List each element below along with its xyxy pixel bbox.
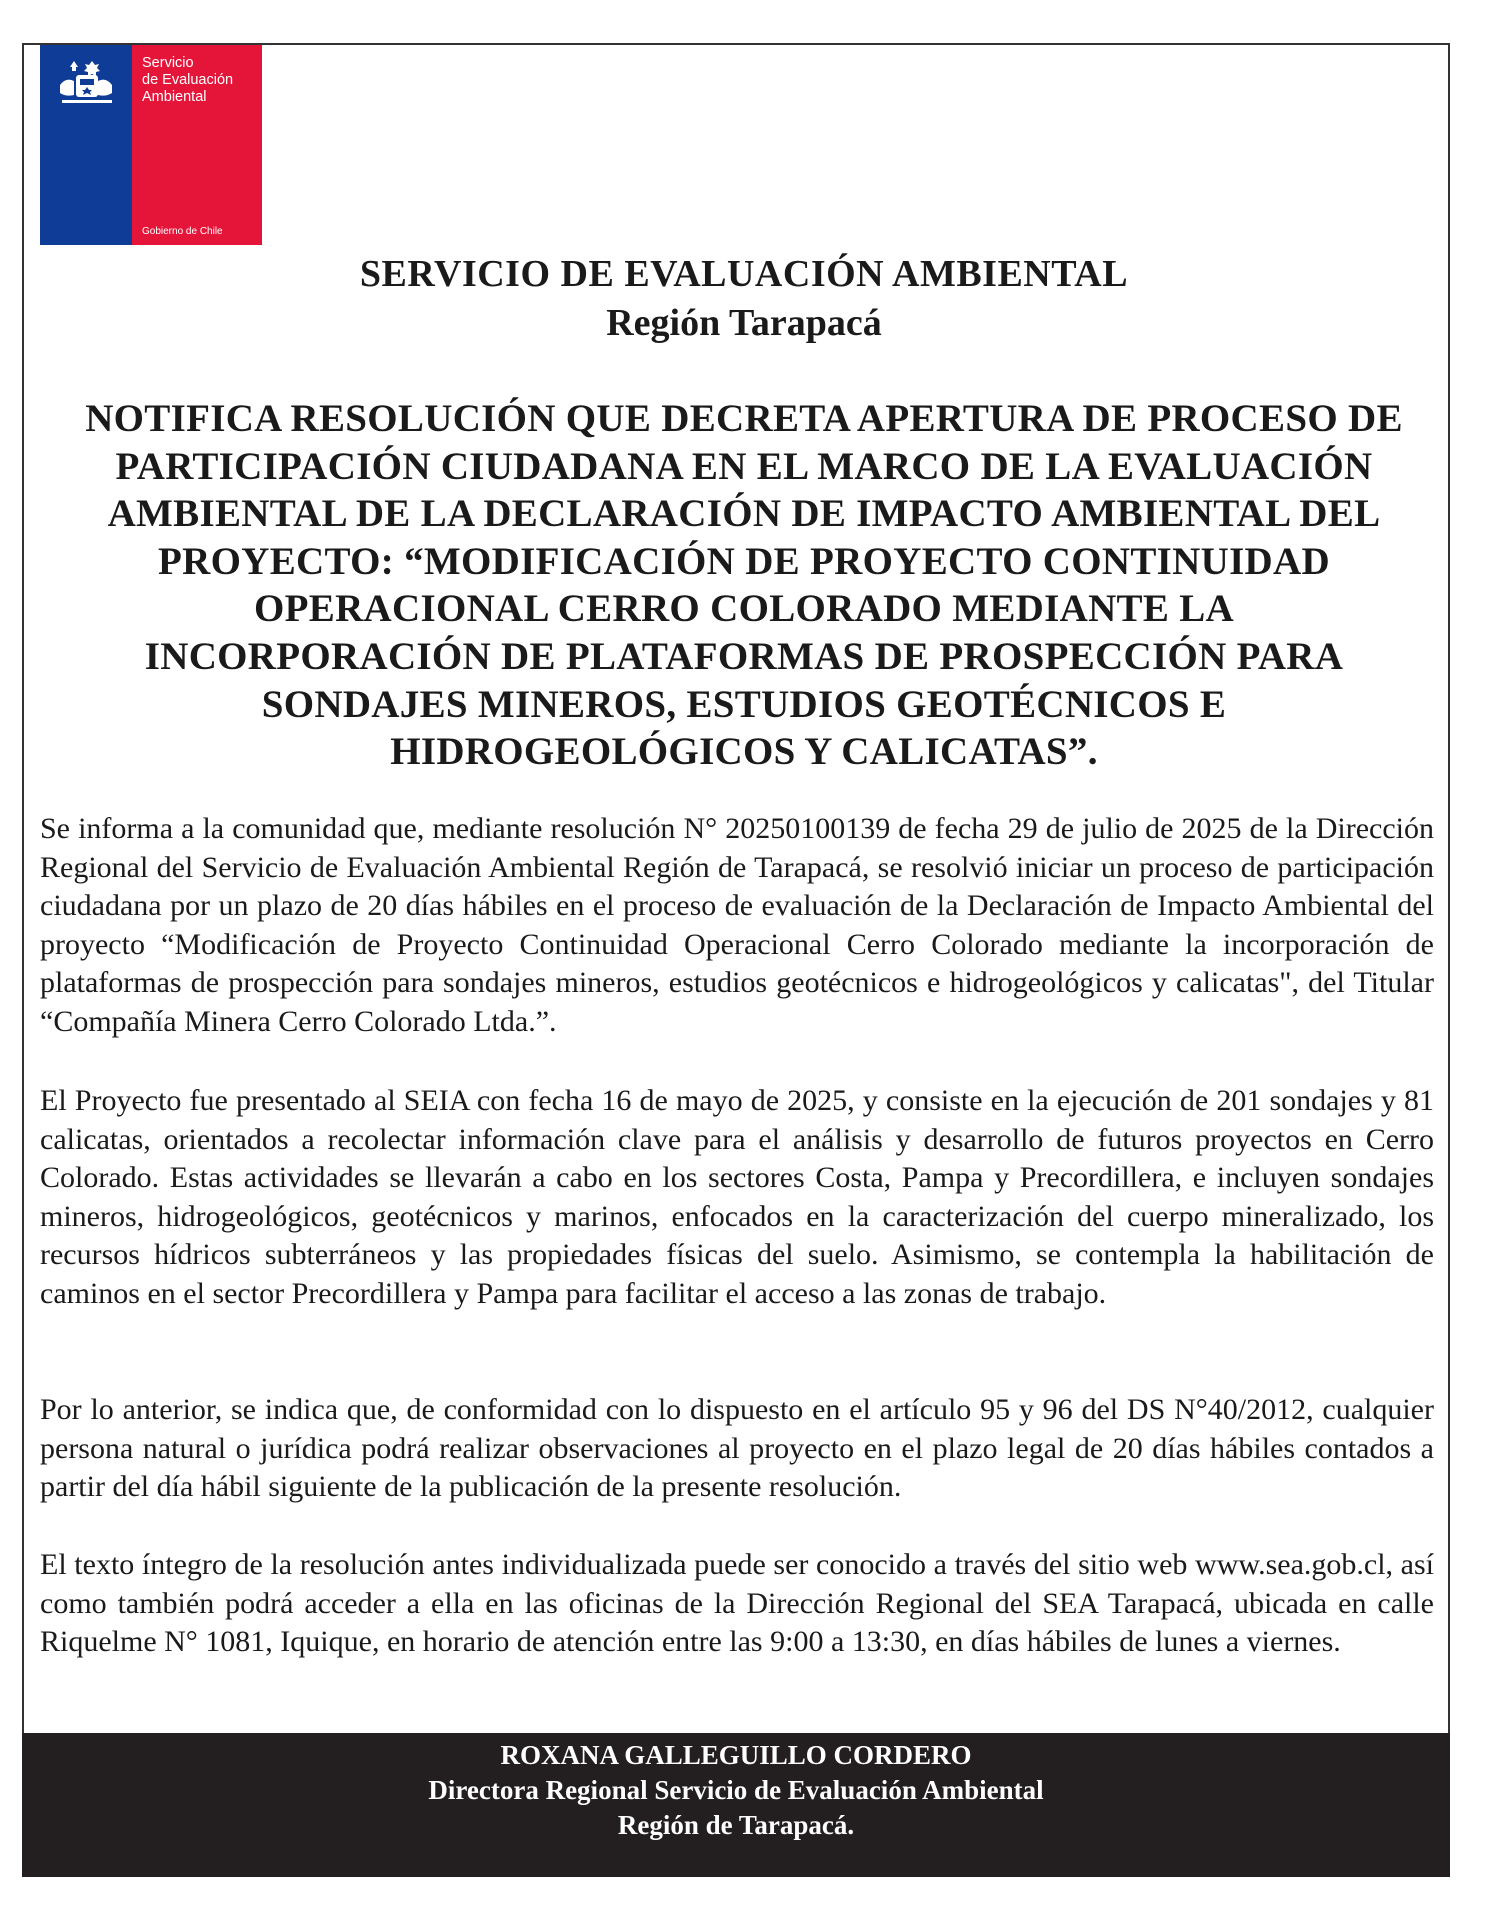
notice-title-line: NOTIFICA RESOLUCIÓN QUE DECRETA APERTURA DE PROCESO DE	[85, 397, 1403, 440]
signatory-title: Directora Regional Servicio de Evaluación Ambiental	[428, 1775, 1044, 1805]
notice-title-line: HIDROGEOLÓGICOS Y CALICATAS”.	[390, 730, 1098, 774]
signature-block	[22, 1733, 1450, 1877]
logo-line-2: de Evaluación	[142, 72, 234, 88]
org-title: SERVICIO DE EVALUACIÓN AMBIENTAL	[359, 253, 1129, 295]
logo-wordmark	[142, 55, 233, 106]
paragraph-observations: Por lo anterior, se indica que, de conformidad con lo dispuesto en el artículo 95 y 96 del DS N°40/2012, cualquier persona natural o jurídica podrá realizar observaciones al proyecto en el plazo legal de 20 días hábiles contados a partir del día hábil siguiente de la publicación de la presente resolución.	[40, 1393, 1434, 1504]
logo-blue-panel	[40, 45, 132, 245]
logo-red-panel	[132, 45, 262, 245]
logo-footer: Gobierno de Chile	[142, 226, 223, 237]
notice-title-line: AMBIENTAL DE LA DECLARACIÓN DE IMPACTO AMBIENTAL DEL	[107, 492, 1381, 536]
notice-title-line: INCORPORACIÓN DE PLATAFORMAS DE PROSPECCIÓN PARA	[144, 634, 1344, 678]
notice-title-line: OPERACIONAL CERRO COLORADO MEDIANTE LA	[254, 587, 1234, 631]
notice-title-line: SONDAJES MINEROS, ESTUDIOS GEOTÉCNICOS E	[261, 682, 1227, 726]
signatory-region: Región de Tarapacá.	[617, 1810, 855, 1840]
notice-title-line: PARTICIPACIÓN CIUDADANA EN EL MARCO DE LA EVALUACIÓN	[115, 444, 1373, 488]
paragraph-resolution: Se informa a la comunidad que, mediante resolución N° 20250100139 de fecha 29 de julio de 2025 de la Dirección Regional del Servicio de Evaluación Ambiental Región de Tarapacá, se resolvió iniciar un proceso de participación ciudadana por un plazo de 20 días hábiles en el proceso de evaluación de la Declaración de Impacto Ambiental del proyecto “Modificación de Proyecto Continuidad Operacional Cerro Colorado mediante la incorporación de plataformas de prospección para sondajes mineros, estudios geotécnicos e hidrogeológicos y calicatas", del Titular “Compañía Minera Cerro Colorado Ltda.”.	[40, 812, 1434, 1038]
notice-title-line: PROYECTO: “MODIFICACIÓN DE PROYECTO CONTINUIDAD	[158, 539, 1330, 583]
logo-line-3: Ambiental	[142, 89, 207, 105]
logo-line-1: Servicio	[142, 55, 194, 71]
signatory-name: ROXANA GALLEGUILLO CORDERO	[500, 1740, 972, 1770]
coat-of-arms-icon	[40, 45, 132, 115]
org-region: Región Tarapacá	[606, 302, 882, 344]
paragraph-full-text: El texto íntegro de la resolución antes individualizada puede ser conocido a través del sitio web www.sea.gob.cl, así como también podrá acceder a ella en las oficinas de la Dirección Regional del SEA Tarapacá, ubicada en calle Riquelme N° 1081, Iquique, en horario de atención entre las 9:00 a 13:30, en días hábiles de lunes a viernes.	[40, 1548, 1434, 1659]
paragraph-project: El Proyecto fue presentado al SEIA con fecha 16 de mayo de 2025, y consiste en la ejecución de 201 sondajes y 81 calicatas, orientados a recolectar información clave para el análisis y desarrollo de futuros proyectos en Cerro Colorado. Estas actividades se llevarán a cabo en los sectores Costa, Pampa y Precordillera, e incluyen sondajes mineros, hidrogeológicos, geotécnicos y marinos, enfocados en la caracterización del cuerpo mineralizado, los recursos hídricos subterráneos y las propiedades físicas del suelo. Asimismo, se contempla la habilitación de caminos en el sector Precordillera y Pampa para facilitar el acceso a las zonas de trabajo.	[40, 1084, 1434, 1310]
sea-logo	[40, 45, 262, 245]
notice-title	[40, 395, 1448, 776]
